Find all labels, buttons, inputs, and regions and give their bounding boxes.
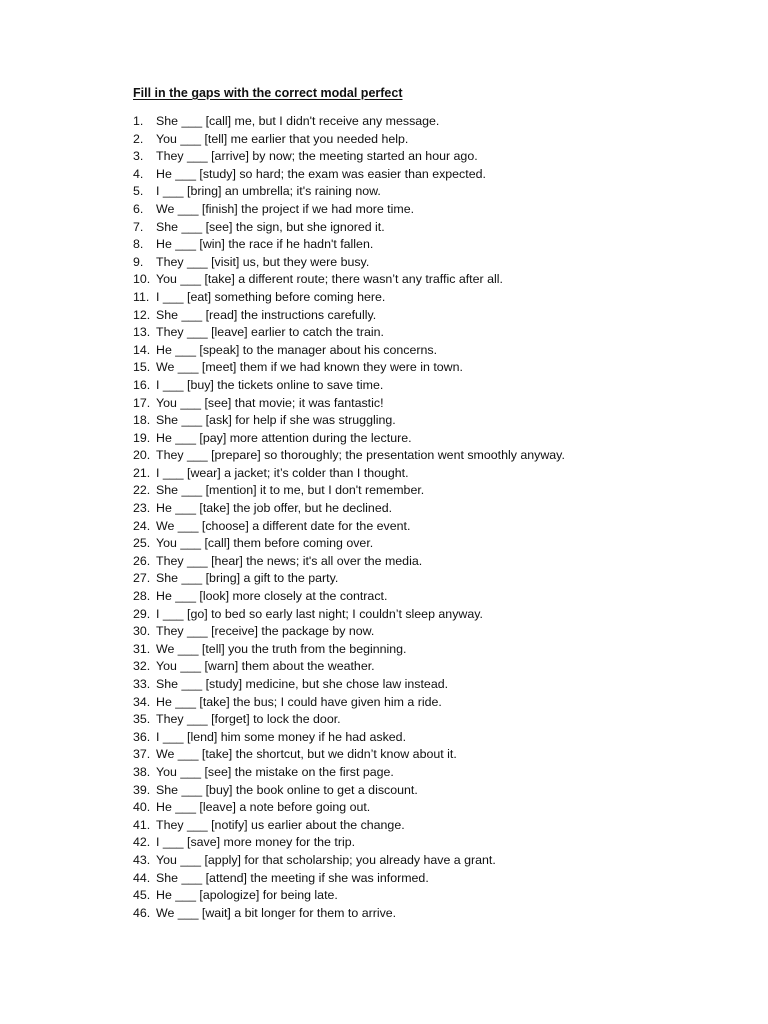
exercise-sentence: You ___ [warn] them about the weather.	[156, 659, 375, 674]
exercise-sentence: They ___ [hear] the news; it's all over the media.	[156, 553, 423, 568]
exercise-number: 32.	[133, 659, 151, 674]
exercise-item	[133, 764, 565, 782]
exercise-number: 42.	[133, 835, 151, 850]
exercise-item	[133, 307, 565, 325]
exercise-item	[133, 271, 565, 289]
exercise-number: 43.	[133, 852, 151, 867]
exercise-item	[133, 289, 565, 307]
exercise-number: 15.	[133, 360, 151, 375]
exercise-item	[133, 588, 565, 606]
exercise-number: 18.	[133, 413, 151, 428]
exercise-number: 17.	[133, 395, 151, 410]
exercise-number: 12.	[133, 307, 151, 322]
exercise-sentence: I ___ [eat] something before coming here.	[156, 289, 386, 304]
exercise-item	[133, 395, 565, 413]
exercise-number: 8.	[133, 237, 144, 252]
exercise-sentence: They ___ [visit] us, but they were busy.	[156, 254, 370, 269]
exercise-item	[133, 377, 565, 395]
exercise-item	[133, 799, 565, 817]
exercise-sentence: I ___ [bring] an umbrella; it's raining now.	[156, 184, 381, 199]
exercise-sentence: He ___ [speak] to the manager about his concerns.	[156, 342, 438, 357]
exercise-sentence: He ___ [study] so hard; the exam was easier than expected.	[156, 166, 486, 181]
exercise-number: 9.	[133, 254, 144, 269]
exercise-sentence: We ___ [finish] the project if we had more time.	[156, 201, 415, 216]
exercise-sentence: He ___ [take] the job offer, but he declined.	[156, 501, 393, 516]
exercise-number: 25.	[133, 536, 151, 551]
exercise-number: 30.	[133, 624, 151, 639]
exercise-sentence: He ___ [look] more closely at the contract.	[156, 589, 388, 604]
exercise-item	[133, 236, 565, 254]
exercise-number: 34.	[133, 694, 151, 709]
exercise-sentence: She ___ [buy] the book online to get a discount.	[156, 782, 418, 797]
exercise-number: 19.	[133, 430, 151, 445]
exercise-item	[133, 183, 565, 201]
exercise-number: 26.	[133, 553, 151, 568]
exercise-item	[133, 694, 565, 712]
exercise-sentence: She ___ [study] medicine, but she chose law instead.	[156, 677, 449, 691]
exercise-number: 13.	[133, 325, 151, 340]
exercise-number: 45.	[133, 888, 151, 903]
exercise-item	[133, 553, 565, 571]
exercise-number: 11.	[133, 289, 150, 304]
exercise-number: 40.	[133, 800, 151, 815]
exercise-sentence: She ___ [mention] it to me, but I don't remember.	[156, 483, 425, 498]
exercise-sentence: They ___ [forget] to lock the door.	[156, 712, 341, 727]
exercise-number: 7.	[133, 219, 144, 234]
exercise-item	[133, 729, 565, 747]
exercise-item	[133, 482, 565, 500]
exercise-sentence: They ___ [leave] earlier to catch the train.	[156, 325, 384, 340]
exercise-item	[133, 342, 565, 360]
exercise-number: 3.	[133, 149, 144, 164]
exercise-sentence: You ___ [tell] me earlier that you needed help.	[156, 131, 409, 146]
exercise-number: 39.	[133, 782, 151, 797]
exercise-number: 2.	[133, 131, 144, 146]
exercise-item	[133, 711, 565, 729]
exercise-number: 20.	[133, 448, 151, 463]
exercise-number: 31.	[133, 641, 151, 656]
exercise-item	[133, 641, 565, 659]
exercise-sentence: We ___ [wait] a bit longer for them to arrive.	[156, 905, 397, 920]
exercise-sentence: They ___ [notify] us earlier about the change.	[156, 817, 405, 832]
exercise-sentence: You ___ [call] them before coming over.	[156, 536, 374, 551]
exercise-sentence: She ___ [read] the instructions carefully.	[156, 307, 377, 322]
exercise-sentence: They ___ [prepare] so thoroughly; the presentation went smoothly anyway.	[156, 448, 565, 463]
exercise-sentence: We ___ [meet] them if we had known they were in town.	[156, 360, 463, 375]
exercise-item	[133, 606, 565, 624]
exercise-number: 4.	[133, 166, 144, 181]
exercise-number: 10.	[133, 272, 151, 287]
exercise-number: 28.	[133, 589, 151, 604]
exercise-item	[133, 166, 565, 184]
exercise-item	[133, 412, 565, 430]
exercise-sentence: I ___ [wear] a jacket; it’s colder than I thought.	[156, 465, 409, 480]
exercise-item	[133, 676, 565, 694]
exercise-sentence: You ___ [apply] for that scholarship; you already have a grant.	[156, 852, 496, 867]
exercise-sentence: I ___ [go] to bed so early last night; I couldn’t sleep anyway.	[156, 606, 483, 621]
exercise-number: 29.	[133, 606, 151, 621]
exercise-number: 37.	[133, 747, 151, 762]
exercise-number: 33.	[133, 677, 151, 691]
exercise-sentence: He ___ [apologize] for being late.	[156, 888, 338, 903]
exercise-sentence: They ___ [arrive] by now; the meeting started an hour ago.	[156, 149, 478, 164]
exercise-item	[133, 201, 565, 219]
exercise-sentence: You ___ [see] that movie; it was fantastic!	[156, 395, 384, 410]
exercise-sentence: I ___ [lend] him some money if he had asked.	[156, 729, 407, 744]
worksheet-title: Fill in the gaps with the correct modal perfect	[133, 86, 403, 100]
exercise-item	[133, 447, 565, 465]
exercise-number: 41.	[133, 817, 151, 832]
exercise-number: 44.	[133, 870, 151, 885]
exercise-item	[133, 852, 565, 870]
exercise-item	[133, 113, 565, 131]
exercise-item	[133, 887, 565, 905]
exercise-item	[133, 782, 565, 800]
exercise-item	[133, 570, 565, 588]
exercise-item	[133, 870, 565, 888]
exercise-sentence: We ___ [take] the shortcut, but we didn’t know about it.	[156, 747, 457, 762]
exercise-item	[133, 131, 565, 149]
exercise-sentence: They ___ [receive] the package by now.	[156, 624, 375, 639]
exercise-sentence: He ___ [leave] a note before going out.	[156, 800, 371, 815]
exercise-item	[133, 465, 565, 483]
exercise-item	[133, 254, 565, 272]
exercise-number: 35.	[133, 712, 151, 727]
exercise-number: 22.	[133, 483, 151, 498]
exercise-sentence: She ___ [ask] for help if she was struggling.	[156, 413, 396, 428]
exercise-sentence: You ___ [see] the mistake on the first page.	[156, 764, 394, 779]
exercise-number: 38.	[133, 764, 151, 779]
exercise-item	[133, 834, 565, 852]
exercise-item	[133, 518, 565, 536]
exercise-number: 14.	[133, 342, 151, 357]
exercise-number: 27.	[133, 571, 151, 586]
exercise-number: 1.	[133, 114, 144, 128]
exercise-number: 23.	[133, 501, 151, 516]
exercise-sentence: We ___ [tell] you the truth from the beginning.	[156, 641, 407, 656]
exercise-number: 24.	[133, 518, 151, 533]
exercise-sentence: He ___ [win] the race if he hadn't fallen.	[156, 237, 374, 252]
exercise-sentence: She ___ [bring] a gift to the party.	[156, 571, 339, 586]
exercise-number: 5.	[133, 184, 144, 199]
exercise-item	[133, 623, 565, 641]
exercise-item	[133, 746, 565, 764]
exercise-number: 46.	[133, 905, 151, 920]
exercise-list	[133, 113, 565, 922]
exercise-item	[133, 905, 565, 923]
exercise-item	[133, 430, 565, 448]
exercise-item	[133, 658, 565, 676]
exercise-sentence: You ___ [take] a different route; there wasn’t any traffic after all.	[156, 272, 503, 287]
exercise-item	[133, 324, 565, 342]
exercise-sentence: I ___ [buy] the tickets online to save time.	[156, 377, 384, 392]
exercise-sentence: I ___ [save] more money for the trip.	[156, 835, 356, 850]
exercise-sentence: He ___ [pay] more attention during the lecture.	[156, 430, 412, 445]
exercise-item	[133, 359, 565, 377]
exercise-sentence: She ___ [call] me, but I didn't receive any message.	[156, 114, 440, 128]
exercise-item	[133, 148, 565, 166]
exercise-sentence: He ___ [take] the bus; I could have given him a ride.	[156, 694, 442, 709]
exercise-item	[133, 817, 565, 835]
exercise-number: 6.	[133, 201, 144, 216]
exercise-sentence: She ___ [attend] the meeting if she was informed.	[156, 870, 429, 885]
exercise-sentence: She ___ [see] the sign, but she ignored it.	[156, 219, 385, 234]
exercise-number: 36.	[133, 729, 151, 744]
exercise-number: 21.	[133, 465, 151, 480]
exercise-number: 16.	[133, 377, 151, 392]
exercise-item	[133, 535, 565, 553]
exercise-item	[133, 219, 565, 237]
exercise-sentence: We ___ [choose] a different date for the event.	[156, 518, 411, 533]
exercise-item	[133, 500, 565, 518]
